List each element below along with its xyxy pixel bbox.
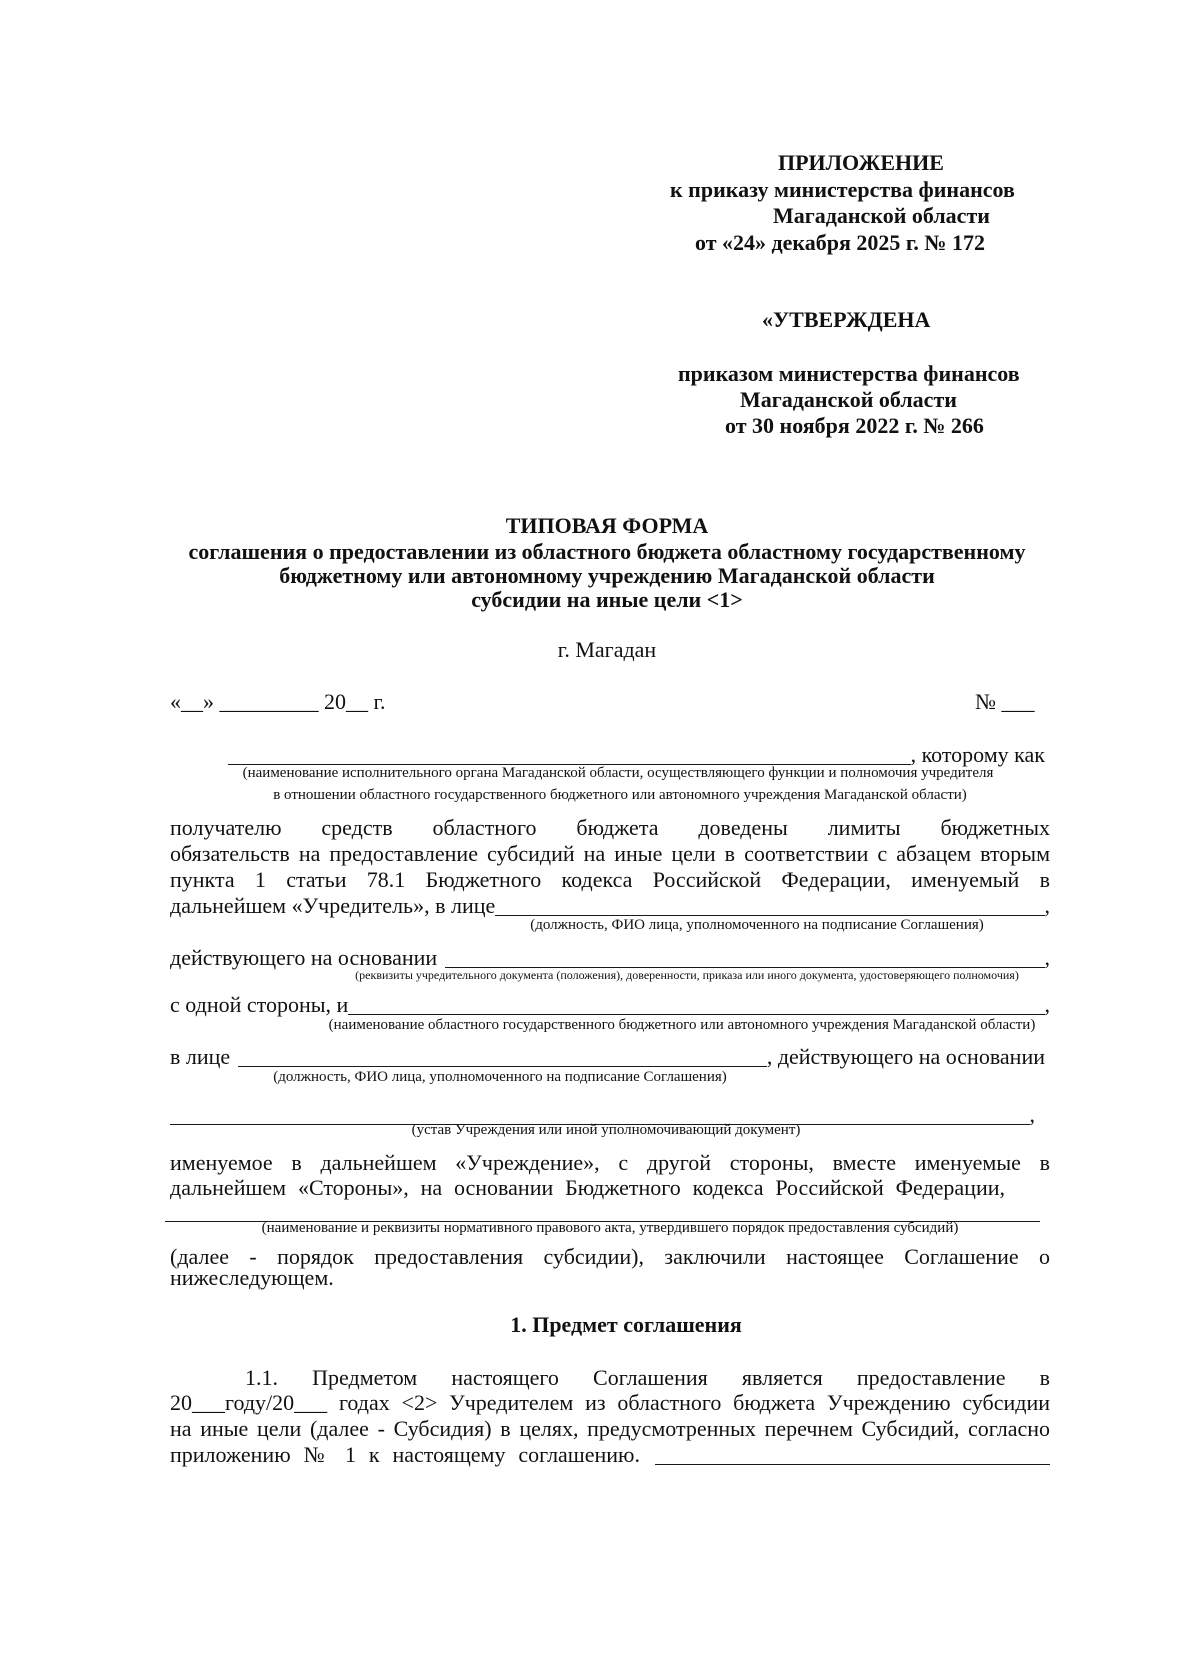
clause-text-line: 20___году/20___ годах <2> Учредителем из областного бюджета Учреждению субсидии <box>170 1390 1050 1415</box>
institution-name-caption: (наименование областного государственного бюджетного или автономного учреждения Магаданской области) <box>328 1017 1036 1033</box>
institution-signatory-caption: (должность, ФИО лица, уполномоченного на подписание Соглашения) <box>273 1069 727 1085</box>
clause-blank <box>655 1442 1050 1465</box>
appendix-date-line: от «24» декабря 2025 г. № 172 <box>695 230 986 255</box>
approval-order-line: приказом министерства финансов <box>678 361 1020 386</box>
appendix-title: ПРИЛОЖЕНИЕ <box>778 150 944 175</box>
founder-basis-label: действующего на основании <box>170 945 438 970</box>
preamble-text-line: нижеследующем. <box>170 1265 334 1290</box>
preamble-text-line: именуемое в дальнейшем «Учреждение», с другой стороны, вместе именуемые в <box>170 1150 1050 1175</box>
founder-signatory-suffix: , <box>1044 893 1050 918</box>
preamble-text-line: дальнейшем «Стороны», на основании Бюджетного кодекса Российской Федерации, <box>170 1175 1005 1200</box>
form-subtitle-line: соглашения о предоставлении из областного бюджета областному государственному <box>188 539 1026 564</box>
clause-last-line <box>170 1442 1050 1468</box>
city-name: г. Магадан <box>557 637 657 662</box>
legal-act-caption: (наименование и реквизиты нормативного правового акта, утвердившего порядок предоставления субсидий) <box>261 1220 959 1236</box>
appendix-order-line: к приказу министерства финансов <box>670 177 1015 202</box>
approval-date-line: от 30 ноября 2022 г. № 266 <box>725 413 984 438</box>
founder-name-blank <box>228 742 911 765</box>
institution-label: с одной стороны, и <box>170 992 349 1017</box>
agreement-number: № ___ <box>975 689 1035 714</box>
founder-signatory-label: дальнейшем «Учредитель», в лице <box>170 893 496 918</box>
form-heading: ТИПОВАЯ ФОРМА <box>505 513 709 538</box>
institution-basis-caption: (устав Учреждения или иной уполномочивающий документ) <box>411 1122 801 1138</box>
preamble-text-line: обязательств на предоставление субсидий на иные цели в соответствии с абзацем вторым <box>170 841 1050 866</box>
institution-basis-suffix: , <box>1029 1102 1035 1127</box>
institution-signatory-line <box>170 1044 1045 1070</box>
institution-signatory-suffix: , действующего на основании <box>766 1044 1045 1069</box>
founder-name-caption: в отношении областного государственного бюджетного или автономного учреждения Магаданской области) <box>273 787 967 803</box>
form-subtitle-line: бюджетному или автономному учреждению Магаданской области <box>279 563 935 588</box>
founder-signatory-blank <box>495 893 1044 916</box>
institution-name-blank <box>348 992 1044 1015</box>
founder-basis-suffix: , <box>1044 945 1050 970</box>
institution-signatory-label: в лице <box>170 1044 231 1069</box>
section-heading: 1. Предмет соглашения <box>510 1312 742 1337</box>
appendix-region-line: Магаданской области <box>773 203 990 228</box>
founder-name-caption: (наименование исполнительного органа Магаданской области, осуществляющего функции и полномочия учредителя <box>242 765 994 781</box>
approval-region-line: Магаданской области <box>740 387 957 412</box>
institution-suffix: , <box>1044 992 1050 1017</box>
clause-text-line: приложению № 1 к настоящему соглашению. <box>170 1442 640 1467</box>
clause-text-line: на иные цели (далее - Субсидия) в целях, предусмотренных перечнем Субсидий, согласно <box>170 1416 1050 1441</box>
institution-signatory-blank <box>238 1044 767 1067</box>
agreement-date: «__» _________ 20__ г. <box>170 689 386 714</box>
founder-line-suffix: , которому как <box>910 742 1045 767</box>
preamble-text-line: получателю средств областного бюджета доведены лимиты бюджетных <box>170 815 1050 840</box>
form-subtitle-line: субсидии на иные цели <1> <box>471 587 743 612</box>
approval-title: «УТВЕРЖДЕНА <box>762 307 931 332</box>
clause-text-line: 1.1. Предметом настоящего Соглашения является предоставление в <box>245 1365 1050 1390</box>
founder-signatory-caption: (должность, ФИО лица, уполномоченного на подписание Соглашения) <box>530 917 984 933</box>
preamble-text-line: (далее - порядок предоставления субсидии), заключили настоящее Соглашение о <box>170 1244 1050 1269</box>
founder-basis-caption: (реквизиты учредительного документа (положения), доверенности, приказа или иного документа, удостоверяющего полномочия) <box>355 968 1019 982</box>
preamble-text-line: пункта 1 статьи 78.1 Бюджетного кодекса Российской Федерации, именуемый в <box>170 867 1050 892</box>
founder-basis-blank <box>445 945 1044 968</box>
institution-name-line <box>170 992 1050 1018</box>
